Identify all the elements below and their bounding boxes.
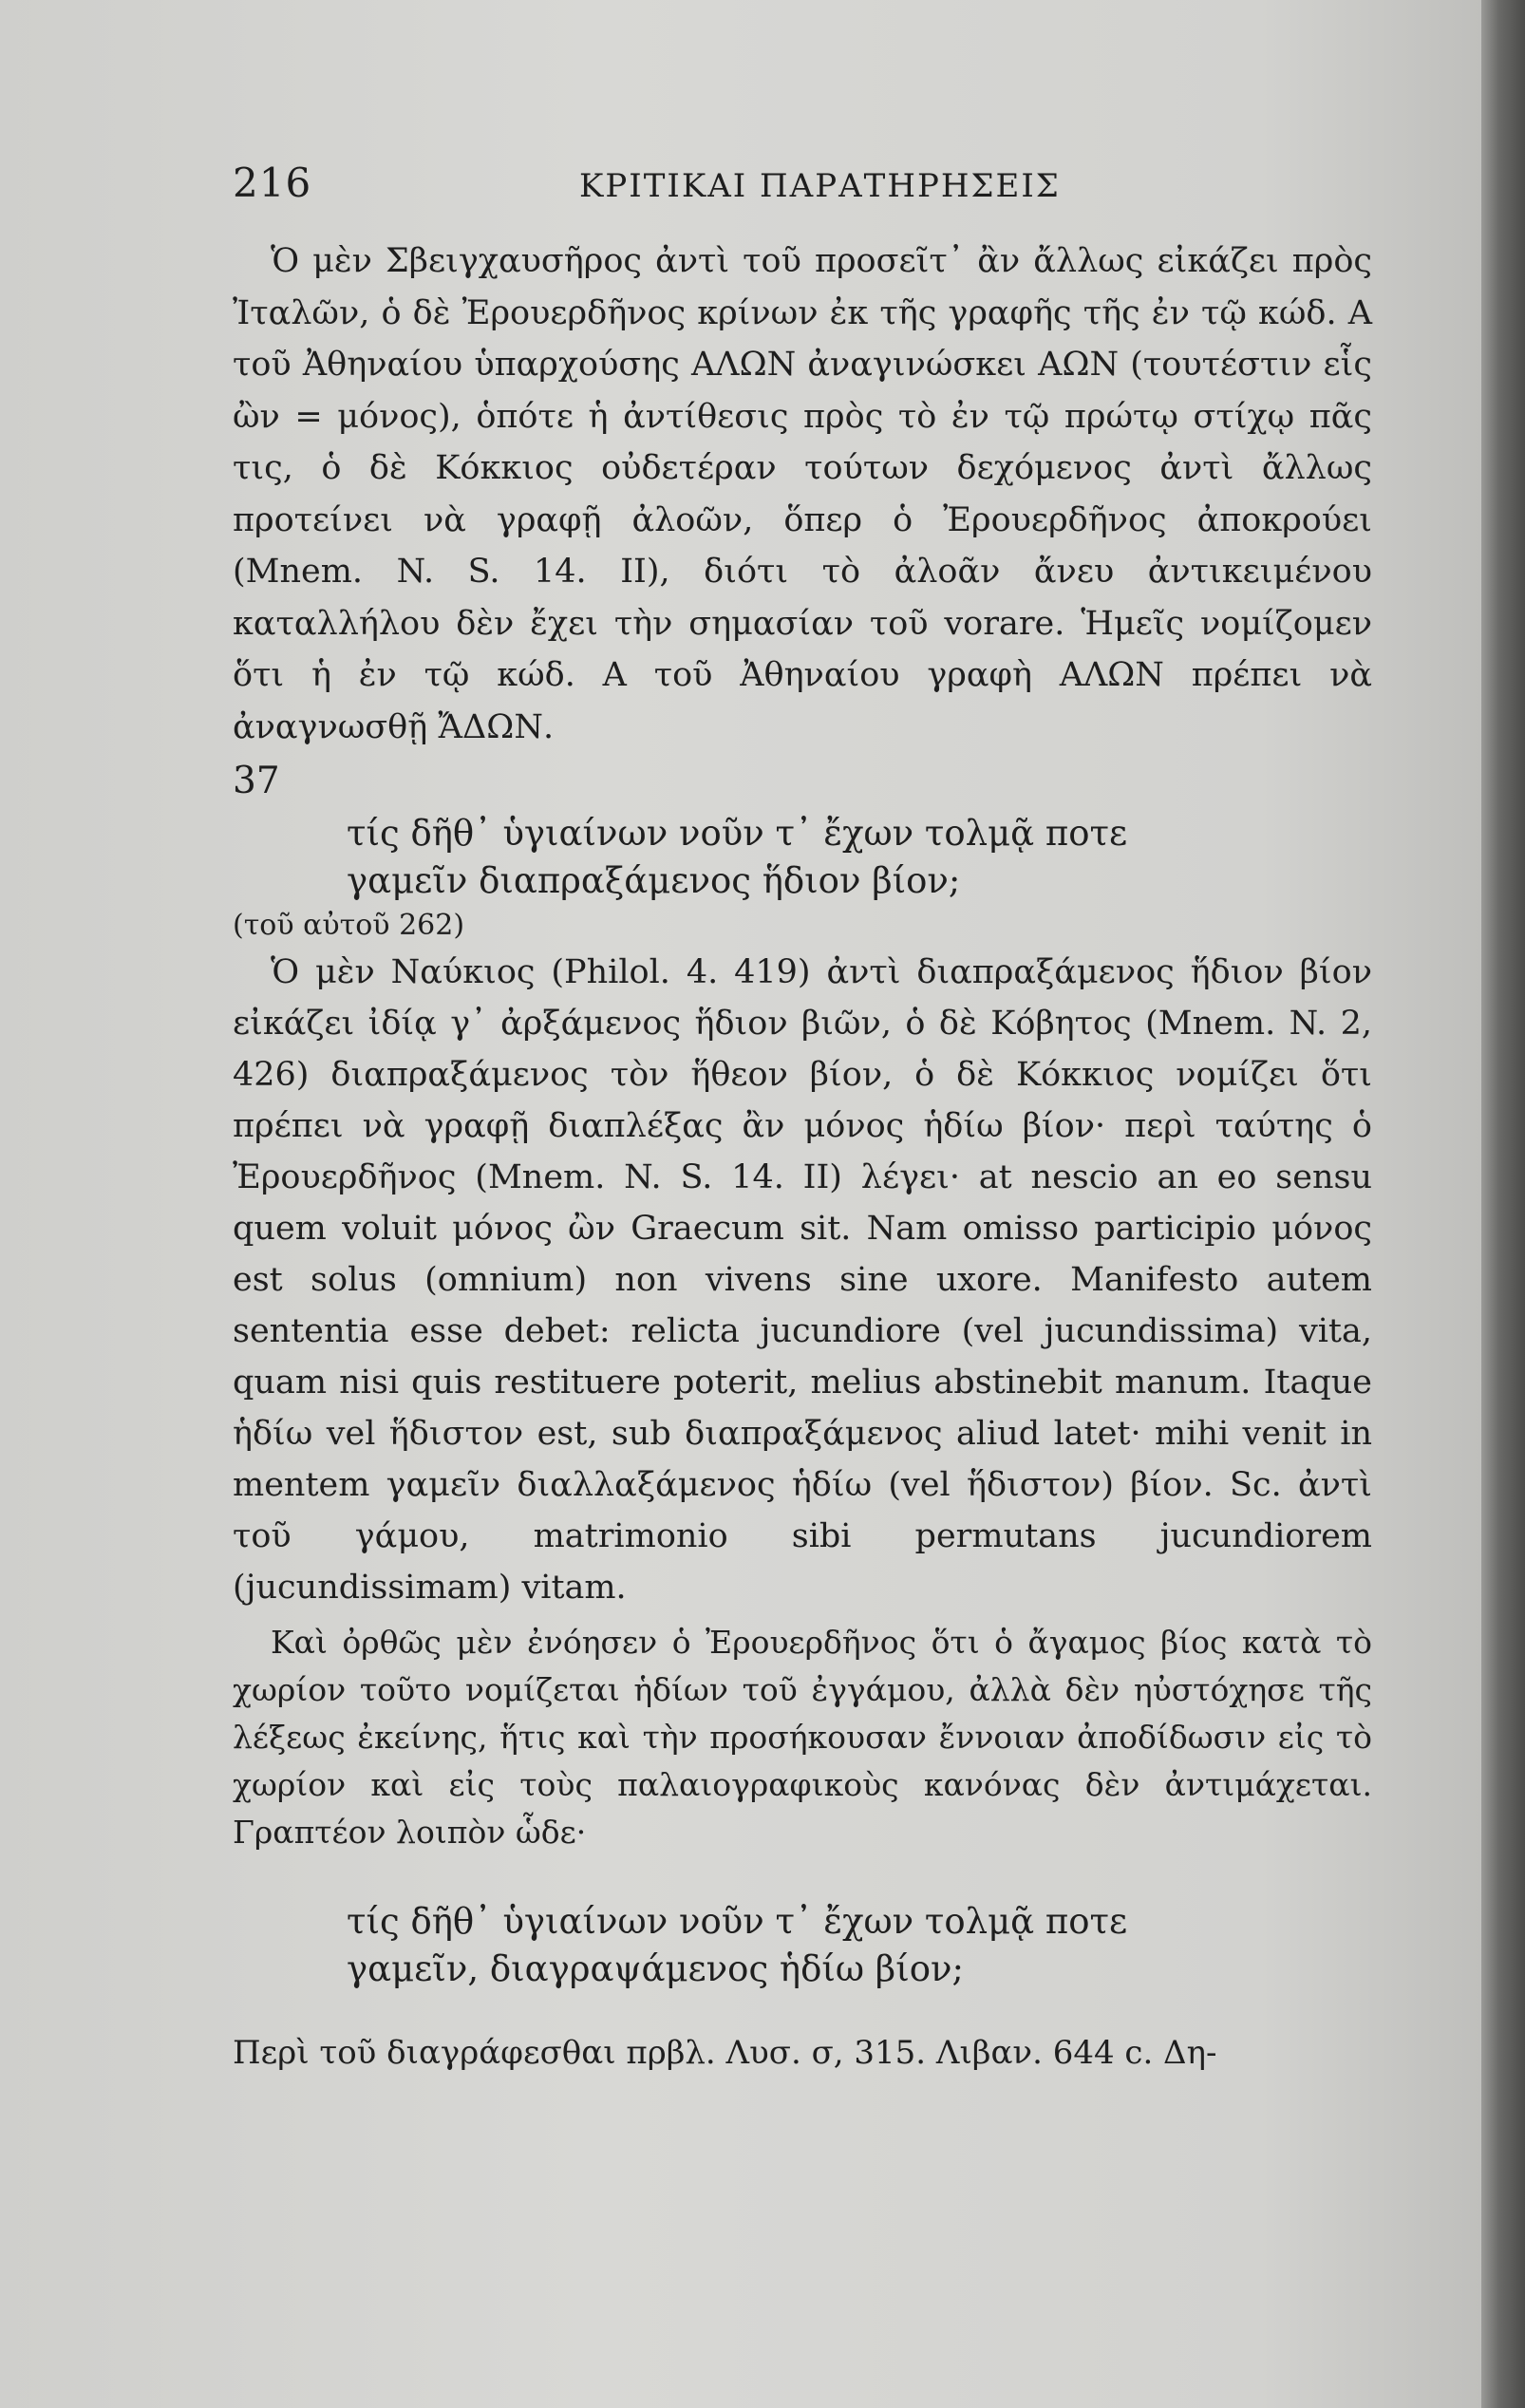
page-edge-shadow xyxy=(1481,0,1525,2408)
page-number: 216 xyxy=(233,160,312,206)
verse-1-line-2: γαμεῖν διαπραξάμενος ἥδιον βίον; xyxy=(347,860,961,901)
source-citation: (τοῦ αὐτοῦ 262) xyxy=(233,909,465,942)
running-head: ΚΡΙΤΙΚΑΙ ΠΑΡΑΤΗΡΗΣΕΙΣ xyxy=(579,167,1061,205)
text-block xyxy=(233,235,1372,2079)
fragment-number: 37 xyxy=(233,760,280,802)
verse-quote-2 xyxy=(347,1898,1372,1993)
paragraph-1: Ὁ μὲν Σβειγχαυσῆρος ἀντὶ τοῦ προσεῖτ᾽ ἂν ἄλλως εἰκάζει πρὸς Ἰταλῶν, ὁ δὲ Ἐρουερδῆνος κρίνων ἐκ τῆς γραφῆς τῆς ἐν τῷ κώδ. Α τοῦ Ἀθηναίου ὑπαρχούσης ΑΛΩΝ ἀναγινώσκει ΑΩΝ (τουτέστιν εἷς ὢν = μόνος), ὁπότε ἡ ἀντίθεσις πρὸς τὸ ἐν τῷ πρώτῳ στίχῳ πᾶς τις, ὁ δὲ Κόκκιος οὐδετέραν τούτων δεχόμενος ἀντὶ ἄλλως προτείνει νὰ γραφῇ ἀλοῶν, ὅπερ ὁ Ἐρουερδῆνος ἀποκρούει (Mnem. N. S. 14. II), διότι τὸ ἀλοᾶν ἄνευ ἀντικειμένου καταλλήλου δὲν ἔχει τὴν σημασίαν τοῦ vorare. Ἡμεῖς νομίζομεν ὅτι ἡ ἐν τῷ κώδ. Α τοῦ Ἀθηναίου γραφὴ ΑΛΩΝ πρέπει νὰ ἀναγνωσθῇ ἌΔΩΝ. xyxy=(233,242,1372,746)
verse-quote-1 xyxy=(347,810,1372,905)
verse-2-line-1: τίς δῆθ᾽ ὑγιαίνων νοῦν τ᾽ ἔχων τολμᾷ ποτε xyxy=(347,1901,1128,1942)
paragraph-3: Καὶ ὀρθῶς μὲν ἐνόησεν ὁ Ἐρουερδῆνος ὅτι ὁ ἄγαμος βίος κατὰ τὸ χωρίον τοῦτο νομίζεται ἡδίων τοῦ ἐγγάμου, ἀλλὰ δὲν ηὐστόχησε τῆς λέξεως ἐκείνης, ἥτις καὶ τὴν προσήκουσαν ἔννοιαν ἀποδίδωσιν εἰς τὸ χωρίον καὶ εἰς τοὺς παλαιογραφικοὺς κανόνας δὲν ἀντιμάχεται. Γραπτέον λοιπὸν ὧδε· xyxy=(233,1624,1372,1851)
page-header xyxy=(233,160,1372,216)
paragraph-2: Ὁ μὲν Ναύκιος (Philol. 4. 419) ἀντὶ διαπραξάμενος ἥδιον βίον εἰκάζει ἰδίᾳ γ᾽ ἀρξάμενος ἥδιον βιῶν, ὁ δὲ Κόβητος (Mnem. N. 2, 426) διαπραξάμενος τὸν ἥθεον βίον, ὁ δὲ Κόκκιος νομίζει ὅτι πρέπει νὰ γραφῇ διαπλέξας ἂν μόνος ἡδίω βίον· περὶ ταύτης ὁ Ἐρουερδῆνος (Mnem. N. S. 14. II) λέγει· at nescio an eo sensu quem voluit μόνος ὢν Graecum sit. Nam omisso participio μόνος est solus (omnium) non vivens sine uxore. Manifesto autem sententia esse debet: relicta jucundiore (vel jucundissima) vita, quam nisi quis restituere poterit, melius abstinebit manum. Itaque ἡδίω vel ἥδιστον est, sub διαπραξάμενος aliud latet· mihi venit in mentem γαμεῖν διαλλαξάμενος ἡδίω (vel ἥδιστον) βίον. Sc. ἀντὶ τοῦ γάμου, matrimonio sibi permutans jucundiorem (jucundissimam) vitam. xyxy=(233,953,1372,1607)
verse-1-line-1: τίς δῆθ᾽ ὑγιαίνων νοῦν τ᾽ ἔχων τολμᾷ ποτε xyxy=(347,813,1128,854)
paragraph-4: Περὶ τοῦ διαγράφεσθαι πρβλ. Λυσ. σ, 315. Λιβαν. 644 c. Δη- xyxy=(233,2034,1217,2072)
verse-2-line-2: γαμεῖν, διαγραψάμενος ἡδίω βίον; xyxy=(347,1948,964,1989)
